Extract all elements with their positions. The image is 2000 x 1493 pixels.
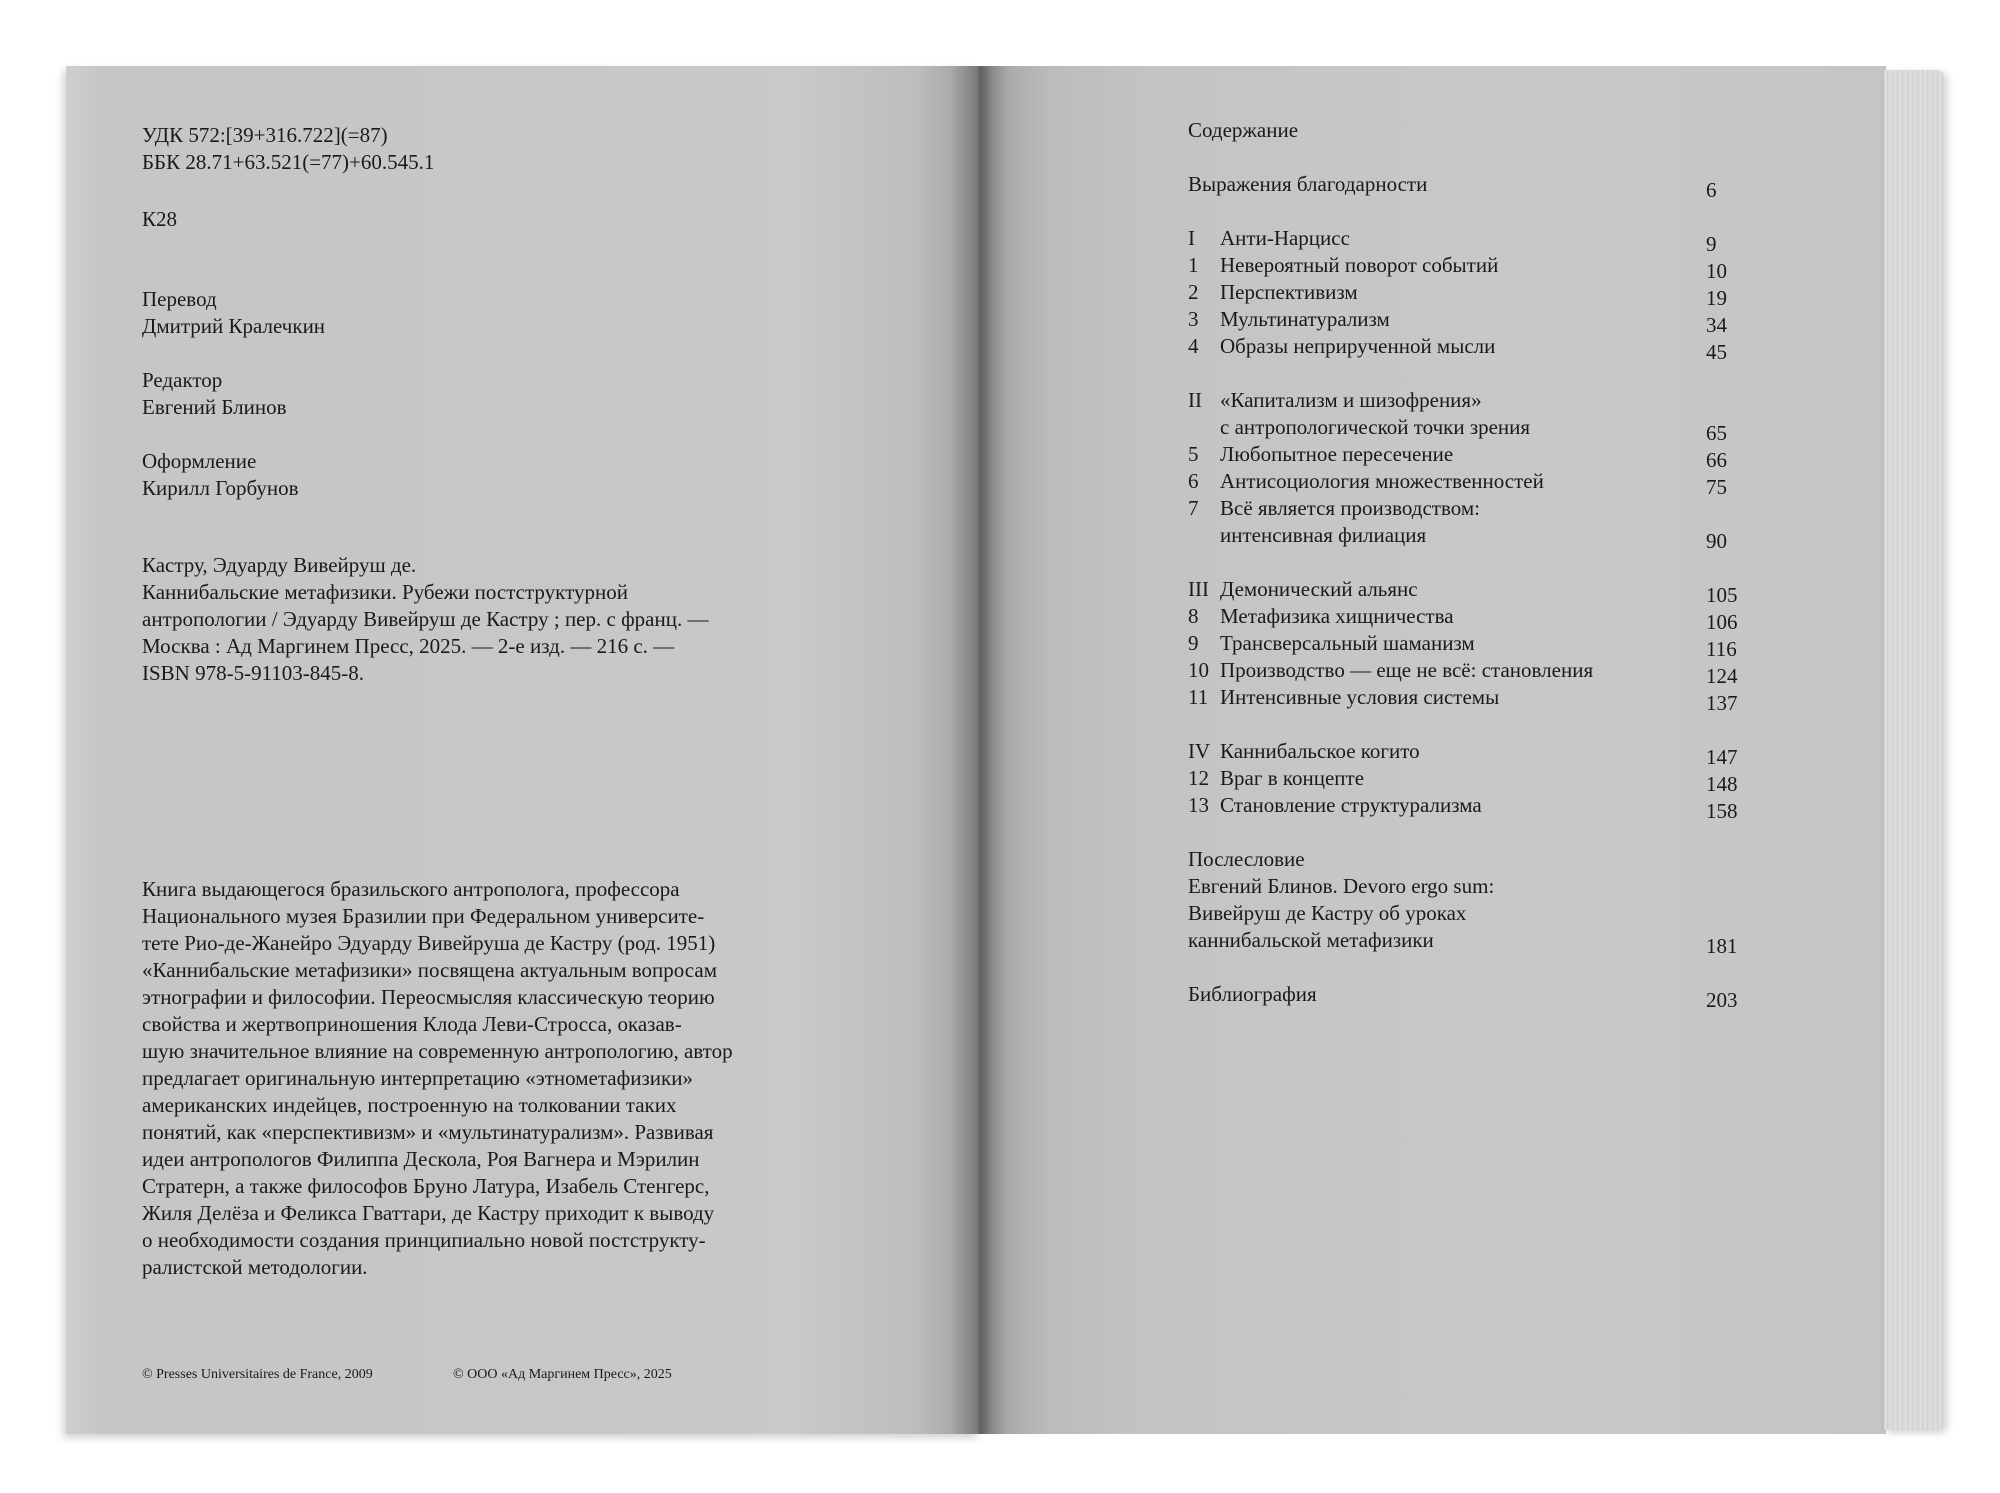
toc-item-page: 148 bbox=[1706, 772, 1738, 796]
toc-item bbox=[1188, 252, 1748, 283]
book-annotation bbox=[142, 876, 752, 1281]
toc-item-number: 6 bbox=[1188, 469, 1199, 493]
annotation-line: понятий, как «перспективизм» и «мультинатурализм». Развивая bbox=[142, 1120, 714, 1144]
citation-line: ISBN 978-5-91103-845-8. bbox=[142, 661, 365, 685]
toc-item bbox=[1188, 927, 1748, 958]
credit-role: Редактор bbox=[142, 368, 223, 392]
toc-group bbox=[1188, 225, 1748, 364]
toc-item-page: 19 bbox=[1706, 286, 1727, 310]
toc-item-title: Антисоциология множественностей bbox=[1220, 469, 1544, 493]
toc-item-title: Любопытное пересечение bbox=[1220, 442, 1454, 466]
toc-item-title: Перспективизм bbox=[1220, 280, 1358, 304]
copyright-publisher: © ООО «Ад Маргинем Пресс», 2025 bbox=[453, 1367, 672, 1382]
toc-item bbox=[1188, 873, 1748, 900]
toc-group bbox=[1188, 387, 1748, 553]
toc-item bbox=[1188, 765, 1748, 796]
toc-item-title: Интенсивные условия системы bbox=[1220, 685, 1500, 709]
toc-item-page: 116 bbox=[1706, 637, 1737, 661]
toc-item bbox=[1188, 792, 1748, 823]
toc-item-number: 10 bbox=[1188, 658, 1209, 682]
annotation-line: Книга выдающегося бразильского антрополога, профессора bbox=[142, 877, 680, 901]
toc-item-page: 158 bbox=[1706, 799, 1738, 823]
toc-item-page: 105 bbox=[1706, 583, 1738, 607]
toc-item bbox=[1188, 684, 1748, 715]
toc-item-title: Образы неприрученной мысли bbox=[1220, 334, 1496, 358]
credit-name: Кирилл Горбунов bbox=[142, 476, 299, 500]
page-edges bbox=[1884, 70, 1944, 1430]
toc-item-number: 12 bbox=[1188, 766, 1209, 790]
toc-item-title: Враг в концепте bbox=[1220, 766, 1365, 790]
annotation-line: предлагает оригинальную интерпретацию «этнометафизики» bbox=[142, 1066, 693, 1090]
toc-item bbox=[1188, 630, 1748, 661]
toc-group bbox=[1188, 171, 1748, 202]
toc-item bbox=[1188, 846, 1748, 873]
annotation-line: Жиля Делёза и Феликса Гваттари, де Кастру приходит к выводу bbox=[142, 1201, 715, 1225]
toc-item bbox=[1188, 657, 1748, 688]
annotation-line: американских индейцев, построенную на толковании таких bbox=[142, 1093, 677, 1117]
credit-name: Дмитрий Кралечкин bbox=[142, 314, 326, 338]
toc-item-number: 1 bbox=[1188, 253, 1199, 277]
toc-item-title: Анти-Нарцисс bbox=[1220, 226, 1350, 250]
table-of-contents bbox=[1188, 171, 1748, 1035]
toc-item bbox=[1188, 441, 1748, 472]
toc-group bbox=[1188, 846, 1748, 958]
toc-item-number: II bbox=[1188, 388, 1202, 412]
toc-item-title: Трансверсальный шаманизм bbox=[1220, 631, 1475, 655]
toc-item-title: «Капитализм и шизофрения» bbox=[1220, 388, 1482, 412]
toc-item bbox=[1188, 279, 1748, 310]
annotation-line: тете Рио-де-Жанейро Эдуарду Вивейруша де Кастру (род. 1951) bbox=[142, 931, 716, 955]
toc-item-title: Евгений Блинов. Devoro ergo sum: bbox=[1188, 874, 1495, 898]
toc-item-number: I bbox=[1188, 226, 1195, 250]
toc-item bbox=[1188, 468, 1748, 499]
toc-item-title: Производство — еще не всё: становления bbox=[1220, 658, 1594, 682]
toc-item-page: 203 bbox=[1706, 988, 1738, 1012]
toc-item bbox=[1188, 522, 1748, 553]
toc-item-number: 4 bbox=[1188, 334, 1199, 358]
toc-item bbox=[1188, 387, 1748, 414]
toc-item bbox=[1188, 900, 1748, 927]
toc-item-number: 3 bbox=[1188, 307, 1199, 331]
credits bbox=[142, 286, 325, 529]
toc-item-title: Мультинатурализм bbox=[1220, 307, 1390, 331]
toc-item bbox=[1188, 603, 1748, 634]
udk-code: УДК 572:[39+316.722](=87) bbox=[142, 123, 388, 147]
toc-item-page: 124 bbox=[1706, 664, 1738, 688]
annotation-line: ралистской методологии. bbox=[142, 1255, 368, 1279]
annotation-line: Национального музея Бразилии при Федеральном университе- bbox=[142, 904, 705, 928]
toc-item-page: 66 bbox=[1706, 448, 1727, 472]
author-mark: К28 bbox=[142, 207, 178, 231]
toc-item bbox=[1188, 333, 1748, 364]
toc-item-number: III bbox=[1188, 577, 1209, 601]
toc-item-number: 13 bbox=[1188, 793, 1209, 817]
toc-item-title: Невероятный поворот событий bbox=[1220, 253, 1499, 277]
annotation-line: Стратерн, а также философов Бруно Латура, Изабель Стенгерс, bbox=[142, 1174, 710, 1198]
toc-item-title: интенсивная филиация bbox=[1220, 523, 1427, 547]
toc-item-page: 147 bbox=[1706, 745, 1738, 769]
toc-item-page: 45 bbox=[1706, 340, 1727, 364]
credit-role: Перевод bbox=[142, 287, 217, 311]
classification-codes bbox=[142, 122, 434, 176]
toc-item-title: Всё является производством: bbox=[1220, 496, 1480, 520]
citation-line: Москва : Ад Маргинем Пресс, 2025. — 2-е изд. — 216 с. — bbox=[142, 634, 675, 658]
annotation-line: свойства и жертвоприношения Клода Леви-Стросса, оказав- bbox=[142, 1012, 682, 1036]
toc-item-title: с антропологической точки зрения bbox=[1220, 415, 1531, 439]
toc-item-title: Выражения благодарности bbox=[1188, 172, 1428, 196]
credit-editor bbox=[142, 367, 325, 421]
toc-item-title: Вивейруш де Кастру об уроках bbox=[1188, 901, 1467, 925]
annotation-line: «Каннибальские метафизики» посвящена актуальным вопросам bbox=[142, 958, 717, 982]
toc-item-title: каннибальской метафизики bbox=[1188, 928, 1434, 952]
annotation-line: этнографии и философии. Переосмысляя классическую теорию bbox=[142, 985, 715, 1009]
annotation-line: идеи антропологов Филиппа Дескола, Роя Вагнера и Мэрилин bbox=[142, 1147, 700, 1171]
toc-item bbox=[1188, 981, 1748, 1012]
annotation-line: о необходимости создания принципиально новой постструкту- bbox=[142, 1228, 706, 1252]
toc-item-page: 10 bbox=[1706, 259, 1727, 283]
toc-item-number: 9 bbox=[1188, 631, 1199, 655]
toc-item-title: Метафизика хищничества bbox=[1220, 604, 1454, 628]
toc-item-title: Демонический альянс bbox=[1220, 577, 1418, 601]
toc-item-page: 65 bbox=[1706, 421, 1727, 445]
toc-item-page: 137 bbox=[1706, 691, 1738, 715]
bibliographic-citation bbox=[142, 552, 762, 687]
toc-item-page: 75 bbox=[1706, 475, 1727, 499]
citation-line: Каннибальские метафизики. Рубежи постструктурной bbox=[142, 580, 628, 604]
toc-item-number: 2 bbox=[1188, 280, 1199, 304]
toc-item-page: 106 bbox=[1706, 610, 1738, 634]
bbk-code: ББК 28.71+63.521(=77)+60.545.1 bbox=[142, 150, 435, 174]
citation-line: антропологии / Эдуарду Вивейруш де Кастру ; пер. с франц. — bbox=[142, 607, 709, 631]
toc-item bbox=[1188, 225, 1748, 256]
citation-line: Кастру, Эдуарду Вивейруш де. bbox=[142, 553, 417, 577]
toc-item-title: Каннибальское когито bbox=[1220, 739, 1420, 763]
toc-item-page: 9 bbox=[1706, 232, 1717, 256]
toc-group bbox=[1188, 576, 1748, 715]
toc-group bbox=[1188, 738, 1748, 823]
toc-item-page: 6 bbox=[1706, 178, 1717, 202]
toc-item-page: 181 bbox=[1706, 934, 1738, 958]
toc-item-number: 7 bbox=[1188, 496, 1199, 520]
toc-item bbox=[1188, 306, 1748, 337]
toc-item-number: 8 bbox=[1188, 604, 1199, 628]
annotation-line: шую значительное влияние на современную антропологию, автор bbox=[142, 1039, 733, 1063]
credit-name: Евгений Блинов bbox=[142, 395, 287, 419]
toc-item bbox=[1188, 495, 1748, 522]
toc-item-number: 11 bbox=[1188, 685, 1209, 709]
toc-item bbox=[1188, 171, 1748, 202]
credit-translation bbox=[142, 286, 325, 340]
toc-item-page: 34 bbox=[1706, 313, 1727, 337]
toc-item-page: 90 bbox=[1706, 529, 1727, 553]
book-gutter bbox=[950, 66, 1010, 1434]
toc-item-title: Становление структурализма bbox=[1220, 793, 1482, 817]
toc-item-number: IV bbox=[1188, 739, 1211, 763]
toc-item-title: Послесловие bbox=[1188, 847, 1305, 871]
toc-title: Содержание bbox=[1188, 118, 1299, 142]
copyright-original: © Presses Universitaires de France, 2009 bbox=[142, 1367, 373, 1382]
toc-group bbox=[1188, 981, 1748, 1012]
credit-role: Оформление bbox=[142, 449, 257, 473]
toc-item-title: Библиография bbox=[1188, 982, 1317, 1006]
toc-item bbox=[1188, 738, 1748, 769]
toc-item bbox=[1188, 576, 1748, 607]
toc-item-number: 5 bbox=[1188, 442, 1199, 466]
toc-item bbox=[1188, 414, 1748, 445]
credit-design bbox=[142, 448, 325, 502]
